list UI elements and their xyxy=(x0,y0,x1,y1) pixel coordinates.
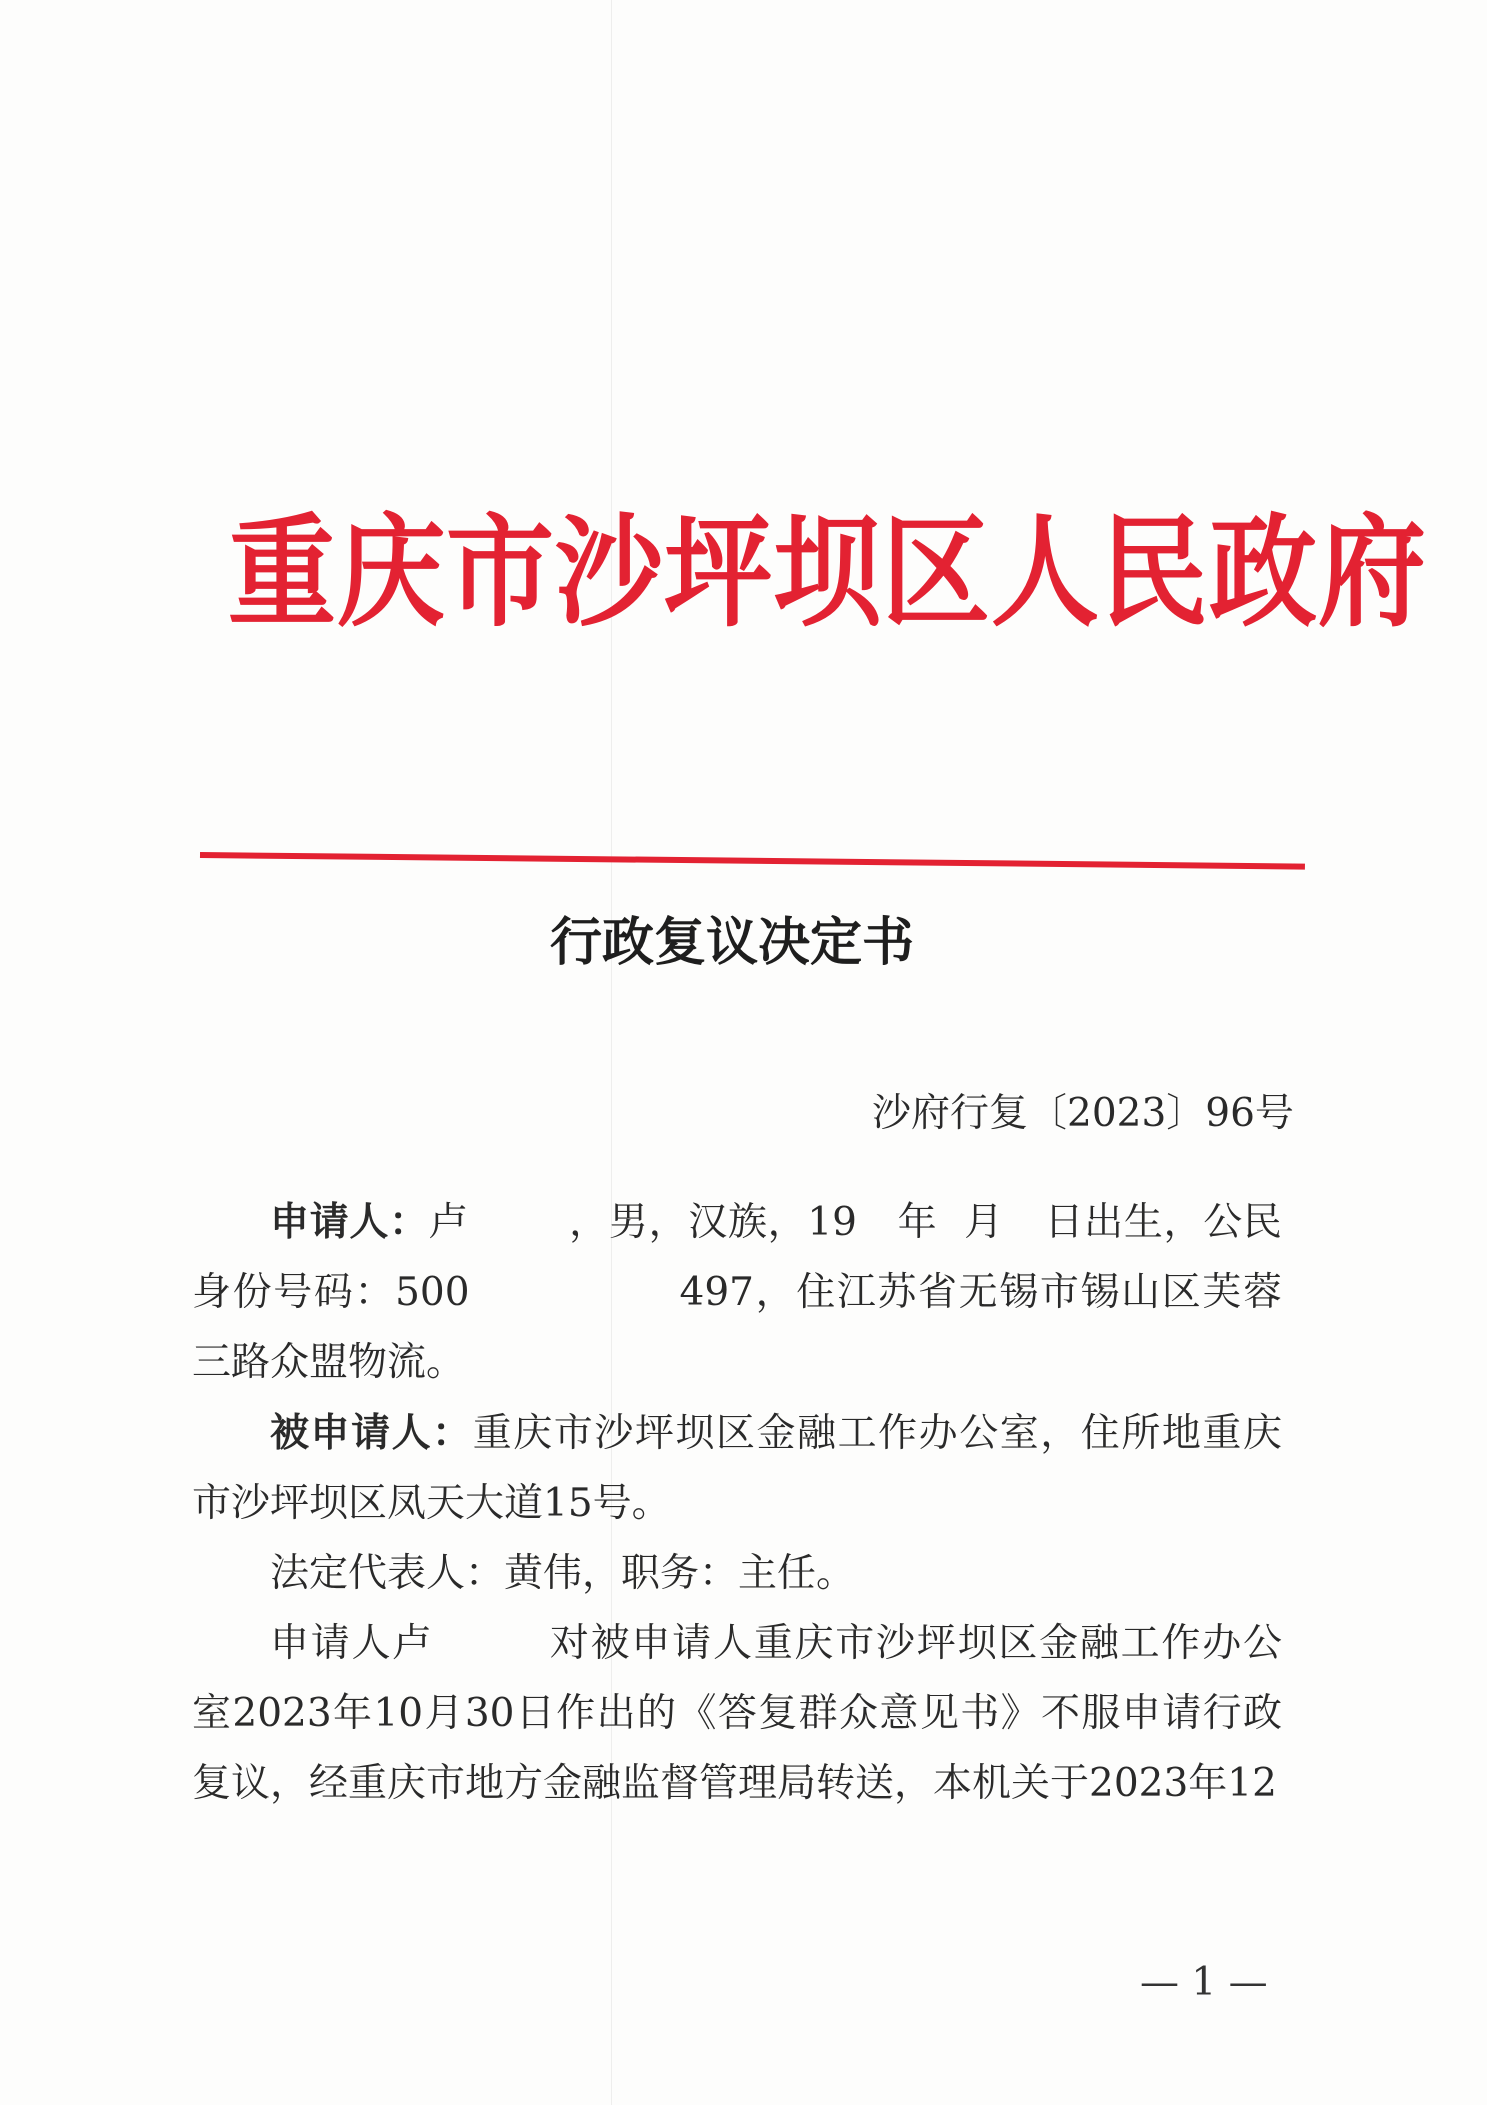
case-text-main: 对被申请人重庆市沙坪坝区金融工作办公室2023年10月30日作出的《答复群众意见书》不服申请行政复议，经重庆市地方金融监督管理局转送，本机关于2023年12 xyxy=(192,1621,1282,1806)
respondent-text: 重庆市沙坪坝区金融工作办公室，住所地重庆市沙坪坝区凤天大道15号。 xyxy=(192,1411,1282,1526)
case-paragraph xyxy=(192,1609,1282,1819)
applicant-year-label: 年 xyxy=(896,1200,938,1245)
respondent-paragraph xyxy=(192,1398,1282,1539)
applicant-label: 申请人： xyxy=(270,1199,429,1245)
case-text-start: 申请人卢 xyxy=(270,1621,434,1666)
applicant-gender-birth: ，男，汉族，19 xyxy=(568,1200,857,1245)
document-number: 沙府行复〔2023〕96号 xyxy=(872,1091,1294,1136)
document-body xyxy=(192,1187,1282,1819)
agency-header: 重庆市沙坪坝区人民政府 xyxy=(228,502,1428,644)
respondent-label: 被申请人： xyxy=(270,1410,473,1456)
document-title: 行政复议决定书 xyxy=(550,912,915,973)
applicant-address: 497，住江苏省无锡市锡山区芙蓉三路众盟物流。 xyxy=(192,1270,1282,1385)
applicant-month-label: 月 xyxy=(963,1200,1004,1245)
applicant-surname: 卢 xyxy=(428,1200,469,1245)
page-number: — 1 — xyxy=(1140,1960,1268,2005)
red-divider-line xyxy=(200,852,1305,870)
legal-rep-paragraph: 法定代表人：黄伟，职务：主任。 xyxy=(270,1551,856,1596)
applicant-id-prefix: 日出生，公民身份号码：500 xyxy=(192,1200,1282,1315)
applicant-paragraph xyxy=(192,1187,1282,1398)
